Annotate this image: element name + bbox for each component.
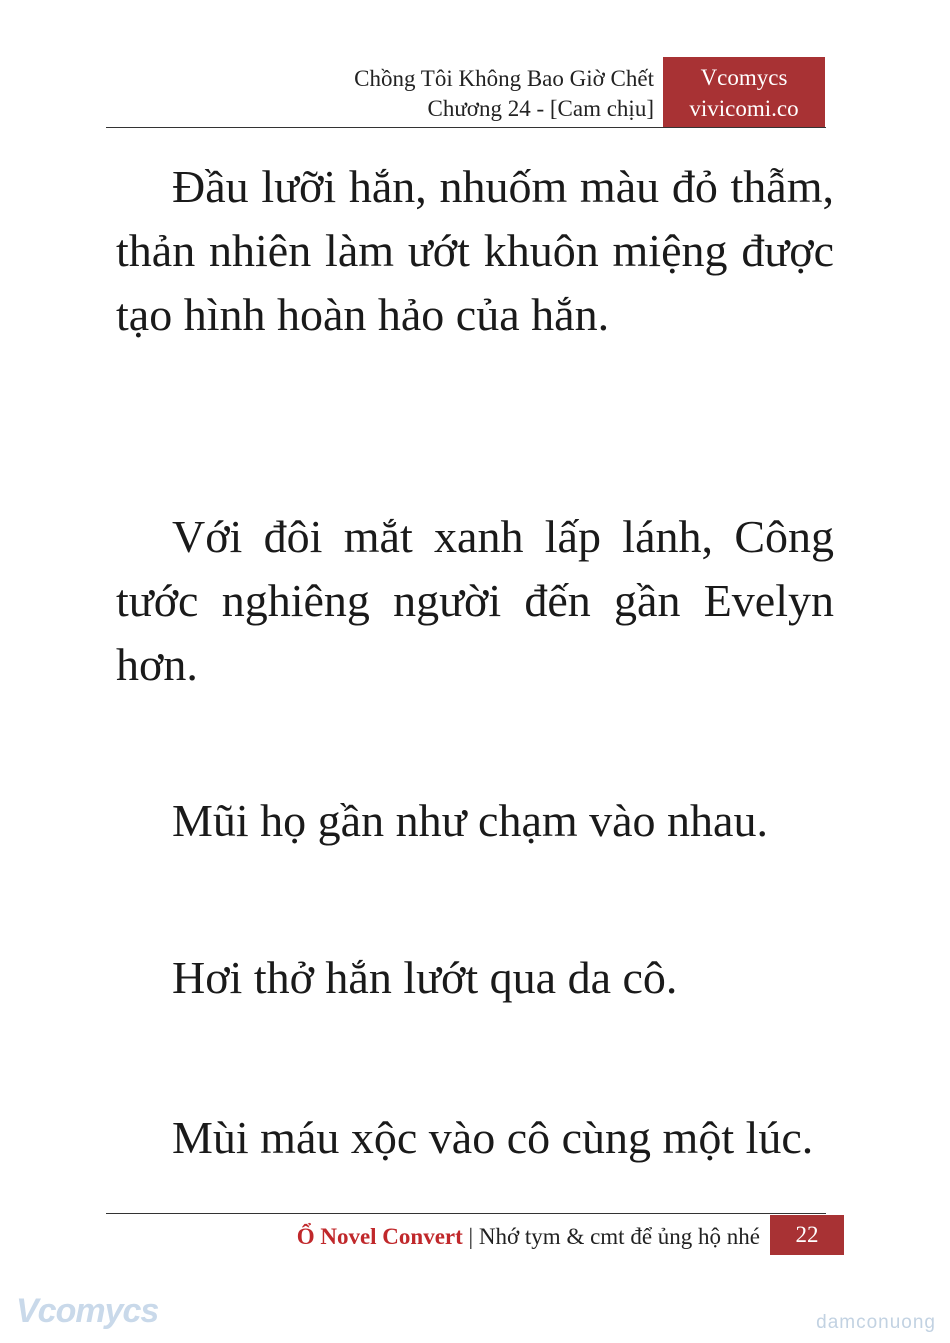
watermark-logo: Vcomycs (16, 1292, 159, 1330)
site-badge-name: Vcomycs (700, 65, 788, 90)
paragraph-1: Đầu lưỡi hắn, nhuốm màu đỏ thẫm, thản nhiên làm ướt khuôn miệng được tạo hình hoàn hảo của hắn. (116, 161, 834, 340)
footer-text (297, 1222, 760, 1252)
watermark-text: damconuong (816, 1312, 936, 1333)
paragraph-4: Hơi thở hắn lướt qua da cô. (172, 952, 678, 1003)
footer-separator: | (462, 1224, 479, 1249)
site-badge-url: vivicomi.co (689, 96, 799, 121)
page-number: 22 (770, 1215, 844, 1255)
footer-brand: Ổ Novel Convert (296, 1224, 463, 1249)
footer-message: Nhớ tym & cmt để ủng hộ nhé (478, 1224, 760, 1249)
header-text (354, 64, 654, 124)
paragraph-2: Với đôi mắt xanh lấp lánh, Công tước nghiêng người đến gần Evelyn hơn. (116, 511, 834, 690)
site-badge (663, 57, 825, 127)
paragraph-5: Mùi máu xộc vào cô cùng một lúc. (172, 1112, 814, 1163)
footer-divider (106, 1213, 826, 1214)
header-divider (106, 127, 826, 128)
paragraph-3: Mũi họ gần như chạm vào nhau. (172, 795, 768, 846)
chapter-title: Chương 24 - [Cam chịu] (427, 96, 654, 121)
book-title: Chồng Tôi Không Bao Giờ Chết (354, 66, 654, 91)
